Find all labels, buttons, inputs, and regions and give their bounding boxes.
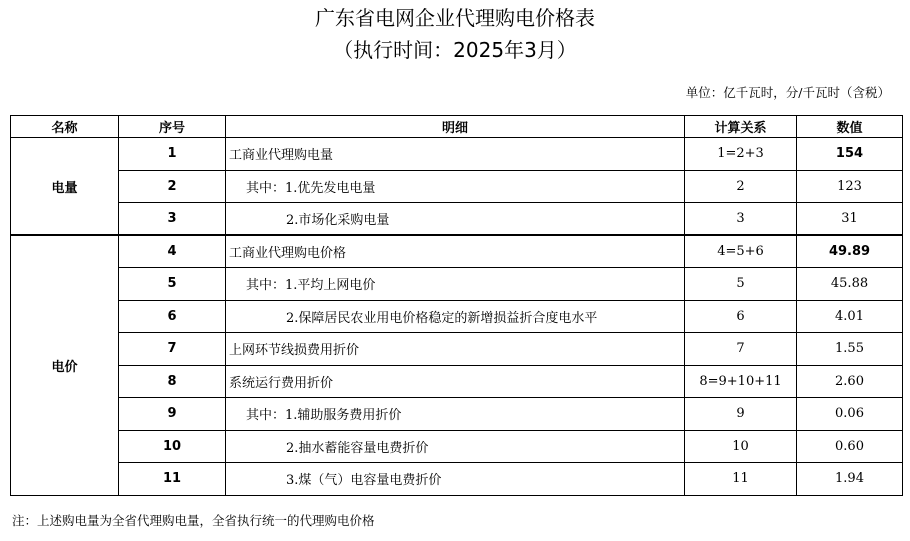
page-subtitle: （执行时间：2025年3月） xyxy=(333,38,577,62)
detail-cell: 系统运行费用折价 xyxy=(226,365,685,398)
seq-cell: 5 xyxy=(119,268,226,301)
calc-cell: 9 xyxy=(685,398,797,431)
column-header-value: 数值 xyxy=(797,116,903,138)
detail-cell: 上网环节线损费用折价 xyxy=(226,333,685,366)
value-cell: 2.60 xyxy=(797,365,903,398)
seq-cell: 8 xyxy=(119,365,226,398)
price-table xyxy=(10,115,903,496)
value-cell: 1.55 xyxy=(797,333,903,366)
detail-cell: 3.煤（气）电容量电费折价 xyxy=(226,463,685,496)
page-title: 广东省电网企业代理购电价格表 xyxy=(315,6,595,30)
detail-cell: 2.保障居民农业用电价格稳定的新增损益折合度电水平 xyxy=(226,300,685,333)
table-body xyxy=(11,138,903,496)
detail-cell: 其中：1.优先发电电量 xyxy=(226,170,685,203)
calc-cell: 8=9+10+11 xyxy=(685,365,797,398)
detail-cell: 2.抽水蓄能容量电费折价 xyxy=(226,430,685,463)
value-cell: 45.88 xyxy=(797,268,903,301)
value-cell: 0.06 xyxy=(797,398,903,431)
value-cell: 31 xyxy=(797,203,903,236)
seq-cell: 11 xyxy=(119,463,226,496)
column-header-calc: 计算关系 xyxy=(685,116,797,138)
seq-cell: 6 xyxy=(119,300,226,333)
seq-cell: 10 xyxy=(119,430,226,463)
calc-cell: 4=5+6 xyxy=(685,235,797,268)
seq-cell: 7 xyxy=(119,333,226,366)
table-row xyxy=(11,268,903,301)
table-row xyxy=(11,333,903,366)
footer-note: 注：上述购电量为全省代理购电量，全省执行统一的代理购电价格 xyxy=(12,513,375,528)
value-cell: 4.01 xyxy=(797,300,903,333)
calc-cell: 10 xyxy=(685,430,797,463)
detail-cell: 其中：1.辅助服务费用折价 xyxy=(226,398,685,431)
category-cell: 电价 xyxy=(11,235,119,495)
table-row xyxy=(11,138,903,171)
value-cell: 123 xyxy=(797,170,903,203)
category-cell: 电量 xyxy=(11,138,119,236)
seq-cell: 3 xyxy=(119,203,226,236)
calc-cell: 11 xyxy=(685,463,797,496)
seq-cell: 4 xyxy=(119,235,226,268)
seq-cell: 2 xyxy=(119,170,226,203)
table-row xyxy=(11,235,903,268)
column-header-seq: 序号 xyxy=(119,116,226,138)
calc-cell: 2 xyxy=(685,170,797,203)
calc-cell: 5 xyxy=(685,268,797,301)
unit-note: 单位：亿千瓦时，分/千瓦时（含税） xyxy=(685,85,890,100)
calc-cell: 1=2+3 xyxy=(685,138,797,171)
detail-cell: 2.市场化采购电量 xyxy=(226,203,685,236)
calc-cell: 7 xyxy=(685,333,797,366)
table-row xyxy=(11,430,903,463)
detail-cell: 其中：1.平均上网电价 xyxy=(226,268,685,301)
column-header-name: 名称 xyxy=(11,116,119,138)
table-row xyxy=(11,463,903,496)
seq-cell: 1 xyxy=(119,138,226,171)
value-cell: 0.60 xyxy=(797,430,903,463)
table-row xyxy=(11,203,903,236)
value-cell: 154 xyxy=(797,138,903,171)
calc-cell: 3 xyxy=(685,203,797,236)
value-cell: 49.89 xyxy=(797,235,903,268)
detail-cell: 工商业代理购电价格 xyxy=(226,235,685,268)
table-row xyxy=(11,300,903,333)
table-row xyxy=(11,398,903,431)
table-row xyxy=(11,170,903,203)
seq-cell: 9 xyxy=(119,398,226,431)
column-header-detail: 明细 xyxy=(226,116,685,138)
table-row xyxy=(11,365,903,398)
detail-cell: 工商业代理购电量 xyxy=(226,138,685,171)
calc-cell: 6 xyxy=(685,300,797,333)
value-cell: 1.94 xyxy=(797,463,903,496)
table-header-row xyxy=(11,116,903,138)
